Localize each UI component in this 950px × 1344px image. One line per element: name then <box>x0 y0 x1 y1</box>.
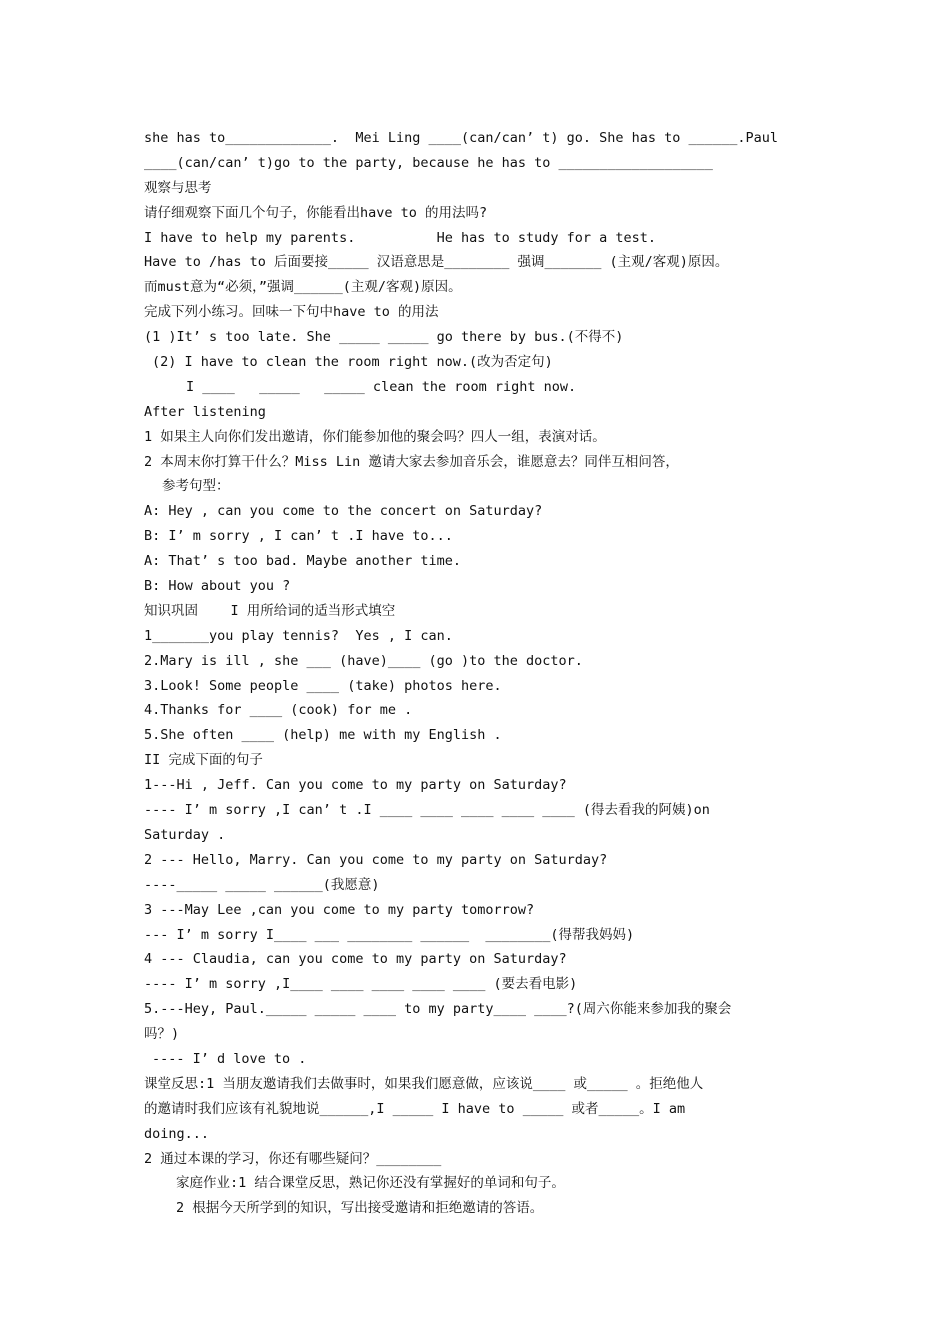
text-line: ____(can/can’ t)go to the party, because he has to ___________________ <box>144 154 713 171</box>
section-heading: 知识巩固 I 用所给词的适当形式填空 <box>144 602 396 619</box>
text-line: 参考句型： <box>162 478 230 495</box>
text-line: 1 如果主人向你们发出邀请，你们能参加他的聚会吗？四人一组，表演对话。 <box>144 428 606 445</box>
exercise-line: Saturday . <box>144 826 226 843</box>
reflection-line: 课堂反思:1 当朋友邀请我们去做事时，如果我们愿意做，应该说____ 或_____ 。拒绝他人 <box>144 1075 704 1092</box>
exercise-line: 3 ---May Lee ,can you come to my party tomorrow? <box>144 901 535 918</box>
exercise-line: ---- I’ m sorry ,I can’ t .I ____ ____ ____ ____ ____ (得去看我的阿姨)on <box>144 802 710 819</box>
section-heading: 观察与思考 <box>144 179 212 196</box>
exercise-line: 吗？) <box>144 1026 180 1043</box>
section-heading: After listening <box>144 403 266 420</box>
example-sentences: I have to help my parents. He has to study for a test. <box>144 229 657 246</box>
exercise-line: 4.Thanks for ____ (cook) for me . <box>144 702 413 719</box>
text-line: 完成下列小练习。回味一下句中have to 的用法 <box>144 304 439 321</box>
reflection-line: 2 通过本课的学习，你还有哪些疑问？________ <box>144 1150 442 1167</box>
dialogue-line: B: How about you ? <box>144 578 291 595</box>
homework-line: 2 根据今天所学到的知识，写出接受邀请和拒绝邀请的答语。 <box>176 1200 544 1217</box>
exercise-line: --- I’ m sorry I____ ___ ________ ______ ________(得帮我妈妈) <box>144 926 635 943</box>
reflection-line: 的邀请时我们应该有礼貌地说______,I _____ I have to _____ 或者_____。I am <box>144 1100 686 1117</box>
exercise-line: 5.---Hey, Paul._____ _____ ____ to my party____ ____?(周六你能来参加我的聚会 <box>144 1001 732 1018</box>
exercise-line: 5.She often ____ (help) me with my English . <box>144 727 502 744</box>
text-line: 而must意为“必须，”强调______(主观/客观)原因。 <box>144 279 462 296</box>
exercise-line: 4 --- Claudia, can you come to my party on Saturday? <box>144 951 567 968</box>
dialogue-line: B: I’ m sorry , I can’ t .I have to... <box>144 528 453 545</box>
exercise-line: ---- I’ d love to . <box>152 1050 307 1067</box>
exercise-line: ---- I’ m sorry ,I____ ____ ____ ____ ____ (要去看电影) <box>144 976 578 993</box>
text-line: she has to_____________. Mei Ling ____(can/can’ t) go. She has to ______.Paul <box>144 130 778 146</box>
exercise-line: I ____ _____ _____ clean the room right now. <box>186 378 577 395</box>
exercise-line: 1_______you play tennis? Yes , I can. <box>144 627 453 644</box>
exercise-line: (1 )It’ s too late. She _____ _____ go there by bus.(不得不) <box>144 329 624 346</box>
reflection-line: doing... <box>144 1125 210 1142</box>
homework-line: 家庭作业:1 结合课堂反思，熟记你还没有掌握好的单词和句子。 <box>176 1175 565 1192</box>
text-line: Have to /has to 后面要接_____ 汉语意思是________ 强调_______ (主观/客观)原因。 <box>144 254 729 271</box>
exercise-line: ----_____ _____ ______(我愿意) <box>144 876 380 893</box>
text-line: 请仔细观察下面几个句子，你能看出have to 的用法吗? <box>144 204 488 221</box>
exercise-line: 2 --- Hello, Marry. Can you come to my party on Saturday? <box>144 851 608 868</box>
dialogue-line: A: That’ s too bad. Maybe another time. <box>144 553 461 570</box>
exercise-line: 3.Look! Some people ____ (take) photos here. <box>144 677 502 694</box>
worksheet-page <box>144 126 808 1221</box>
exercise-line: 1---Hi , Jeff. Can you come to my party on Saturday? <box>144 777 567 794</box>
section-heading: II 完成下面的句子 <box>144 752 263 769</box>
exercise-line: 2.Mary is ill , she ___ (have)____ (go )to the doctor. <box>144 652 583 669</box>
dialogue-line: A: Hey , can you come to the concert on Saturday? <box>144 503 543 520</box>
exercise-line: (2) I have to clean the room right now.(改为否定句) <box>152 354 553 371</box>
text-line: 2 本周末你打算干什么？Miss Lin 邀请大家去参加音乐会，谁愿意去？同伴互相问答， <box>144 453 679 470</box>
